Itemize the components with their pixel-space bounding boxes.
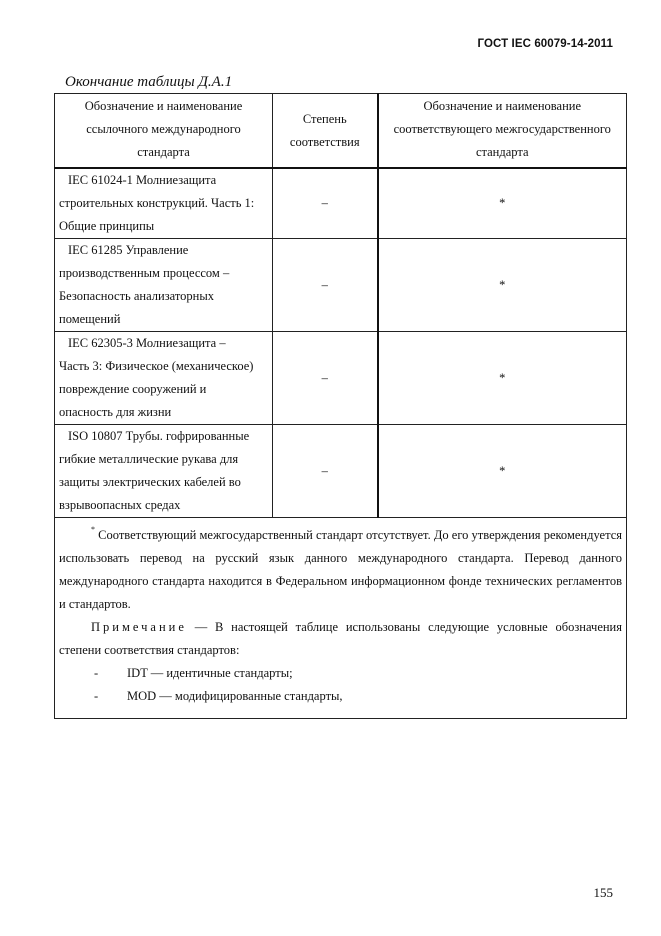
page-number: 155 xyxy=(593,885,613,900)
table-row xyxy=(55,239,627,332)
table-caption: Окончание таблицы Д.А.1 xyxy=(65,74,233,90)
list-item-text: IDT — идентичные стандарты; xyxy=(127,666,293,681)
document-id-header: ГОСТ IEC 60079-14-2011 xyxy=(477,38,613,50)
table-header-row xyxy=(55,94,627,169)
list-item xyxy=(59,662,622,685)
header-degree: Степень соответствия xyxy=(273,94,378,169)
footnote xyxy=(59,520,622,616)
ref-standard-cell: IEC 61024-1 Молниезащита строительных конструкций. Часть 1: Общие принципы xyxy=(55,168,273,239)
interstate-cell: * xyxy=(378,332,627,425)
notes-cell xyxy=(55,518,627,719)
ref-standard-cell: IEC 61285 Управление производственным процессом – Безопасность анализаторных помещений xyxy=(55,239,273,332)
header-ref-standard: Обозначение и наименование ссылочного международного стандарта xyxy=(55,94,273,169)
list-dash: - xyxy=(94,666,99,681)
note-paragraph xyxy=(59,616,622,662)
table-row xyxy=(55,332,627,425)
table-row xyxy=(55,425,627,518)
table-row xyxy=(55,168,627,239)
interstate-cell: * xyxy=(378,425,627,518)
ref-standard-cell: ISO 10807 Трубы. гофрированные гибкие металлические рукава для защиты электрических кабелей во взрывоопасных средах xyxy=(55,425,273,518)
list-item-text: MOD — модифицированные стандарты, xyxy=(127,689,343,704)
note-text: — В настоящей таблице использованы следующие условные обозначения степени соответствия стандартов: xyxy=(59,620,622,658)
degree-cell: – xyxy=(273,168,378,239)
degree-cell: – xyxy=(273,332,378,425)
ref-standard-cell: IEC 62305-3 Молниезащита – Часть 3: Физическое (механическое) повреждение сооружений и опасность для жизни xyxy=(55,332,273,425)
list-item xyxy=(59,685,622,708)
note-label: Примечание xyxy=(91,620,187,635)
interstate-cell: * xyxy=(378,168,627,239)
degree-cell: – xyxy=(273,239,378,332)
interstate-cell: * xyxy=(378,239,627,332)
footnote-text: Соответствующий межгосударственный стандарт отсутствует. До его утверждения рекомендуется использовать перевод на русский язык данного международного стандарта. Перевод данного международного стандарта находится в Федеральном информационном фонде технических регламентов и стандартов. xyxy=(59,528,622,612)
notes-row xyxy=(55,518,627,719)
header-interstate-standard: Обозначение и наименование соответствующего межгосударственного стандарта xyxy=(378,94,627,169)
standards-table xyxy=(54,93,627,719)
degree-cell: – xyxy=(273,425,378,518)
list-dash: - xyxy=(94,689,99,704)
footnote-marker: * xyxy=(91,525,95,534)
